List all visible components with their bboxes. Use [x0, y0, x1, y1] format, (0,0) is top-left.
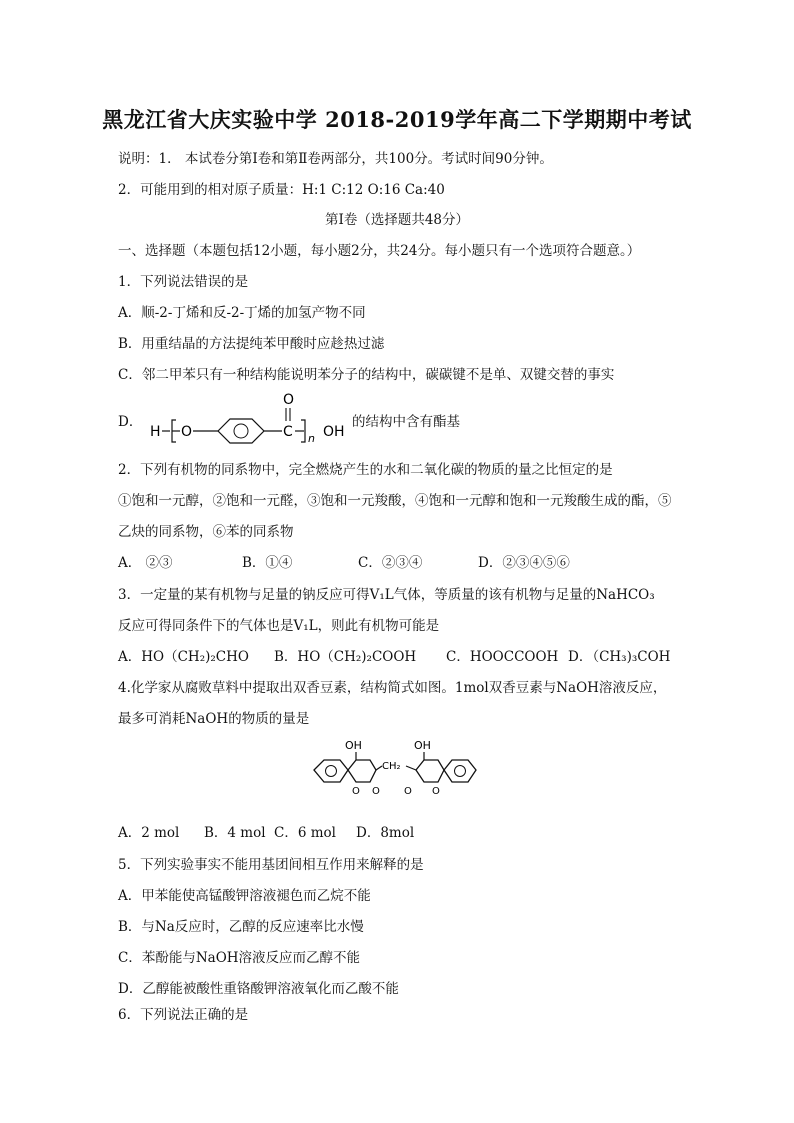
q3-option-c: C．HOOCCOOH	[446, 649, 559, 665]
q1-option-d-text: 的结构中含有酯基	[352, 414, 460, 430]
q5-option-b: B．与Na反应时，乙醇的反应速率比水慢	[118, 919, 364, 935]
q1-option-d-label: D．	[118, 414, 143, 430]
formula-carbonyl-c: C	[283, 424, 293, 440]
q1-option-a: A．顺-2-丁烯和反-2-丁烯的加氢产物不同	[118, 305, 366, 321]
part1-heading: 第Ⅰ卷（选择题共48分）	[324, 212, 469, 228]
q1-stem: 1．下列说法错误的是	[118, 274, 249, 290]
q2-option-b: B．①④	[242, 555, 293, 571]
exam-title: 黑龙江省大庆实验中学 2018-2019学年高二下学期期中考试	[102, 107, 692, 132]
q4-stem-line-1: 4.化学家从腐败草料中提取出双香豆素，结构简式如图。1mol双香豆素与NaOH溶液反应，	[118, 680, 667, 696]
q2-option-c: C．②③④	[358, 555, 423, 571]
q2-option-d: D．②③④⑤⑥	[478, 555, 570, 571]
benzene-ring	[218, 419, 264, 443]
q6-stem: 6．下列说法正确的是	[118, 1007, 249, 1023]
benzene-ring-circle	[234, 424, 248, 438]
right-carbonyl-oxygen: O	[404, 786, 412, 797]
q2-option-a: A． ②③	[118, 555, 173, 571]
formula-h: H	[150, 424, 161, 440]
ch2-bridge-label: CH₂	[382, 761, 401, 772]
instruction-line-1: 说明：1． 本试卷分第Ⅰ卷和第Ⅱ卷两部分，共100分。考试时间90分钟。	[118, 151, 553, 167]
q2-list-line-2: 乙炔的同系物，⑥苯的同系物	[118, 524, 294, 540]
q2-stem: 2．下列有机物的同系物中，完全燃烧产生的水和二氧化碳的物质的量之比恒定的是	[118, 462, 613, 478]
left-oh-label: OH	[345, 739, 362, 752]
q1-polyester-structure	[148, 390, 354, 444]
formula-o-ether: O	[181, 424, 193, 440]
formula-carbonyl-o: O	[283, 392, 295, 408]
q3-option-a: A．HO（CH₂)₂CHO	[118, 649, 249, 665]
q2-options	[118, 551, 570, 571]
q4-option-d: D．8mol	[356, 825, 415, 841]
q5-option-c: C．苯酚能与NaOH溶液反应而乙醇不能	[118, 950, 361, 966]
q4-stem-line-2: 最多可消耗NaOH的物质的量是	[118, 711, 310, 727]
q3-options	[118, 645, 670, 665]
q4-option-b: B．4 mol	[204, 825, 266, 841]
q5-option-d: D．乙醇能被酸性重铬酸钾溶液氧化而乙酸不能	[118, 981, 399, 997]
q4-options	[118, 821, 414, 841]
section1-heading: 一、选择题（本题包括12小题，每小题2分，共24分。每小题只有一个选项符合题意。）	[118, 243, 641, 259]
right-ring-oxygen: O	[432, 786, 440, 797]
q1-option-c: C．邻二甲苯只有一种结构能说明苯分子的结构中，碳碳键不是单、双键交替的事实	[118, 367, 615, 383]
q4-option-a: A．2 mol	[118, 825, 180, 841]
q5-stem: 5．下列实验事实不能用基团间相互作用来解释的是	[118, 857, 424, 873]
q3-stem-line-2: 反应可得同条件下的气体也是V₁L，则此有机物可能是	[118, 618, 440, 634]
left-ring-oxygen: O	[352, 786, 360, 797]
instruction-line-2: 2．可能用到的相对原子质量：H:1 C:12 O:16 Ca:40	[118, 182, 445, 198]
formula-oh: OH	[323, 424, 345, 440]
q5-option-a: A．甲苯能使高锰酸钾溶液褪色而乙烷不能	[118, 888, 371, 904]
left-benzene-ring	[314, 760, 348, 782]
q1-option-b: B．用重结晶的方法提纯苯甲酸时应趁热过滤	[118, 336, 385, 352]
q3-option-d: D．（CH₃)₃COH	[568, 649, 671, 665]
q2-list-line-1: ①饱和一元醇，②饱和一元醛，③饱和一元羧酸，④饱和一元醇和饱和一元羧酸生成的酯，⑤	[118, 493, 672, 509]
right-pyrone-ring	[416, 760, 444, 782]
q3-option-b: B．HO（CH₂)₂COOH	[274, 649, 417, 665]
right-oh-label: OH	[414, 739, 431, 752]
dicoumarol-structure	[306, 736, 502, 810]
right-benzene-ring	[444, 760, 476, 782]
left-pyrone-ring	[348, 760, 376, 782]
formula-n-subscript: n	[308, 432, 315, 444]
left-carbonyl-oxygen: O	[372, 786, 380, 797]
q3-stem-line-1: 3．一定量的某有机物与足量的钠反应可得V₁L气体，等质量的该有机物与足量的NaHCO₃	[118, 587, 655, 603]
q4-option-c: C．6 mol	[274, 825, 336, 841]
